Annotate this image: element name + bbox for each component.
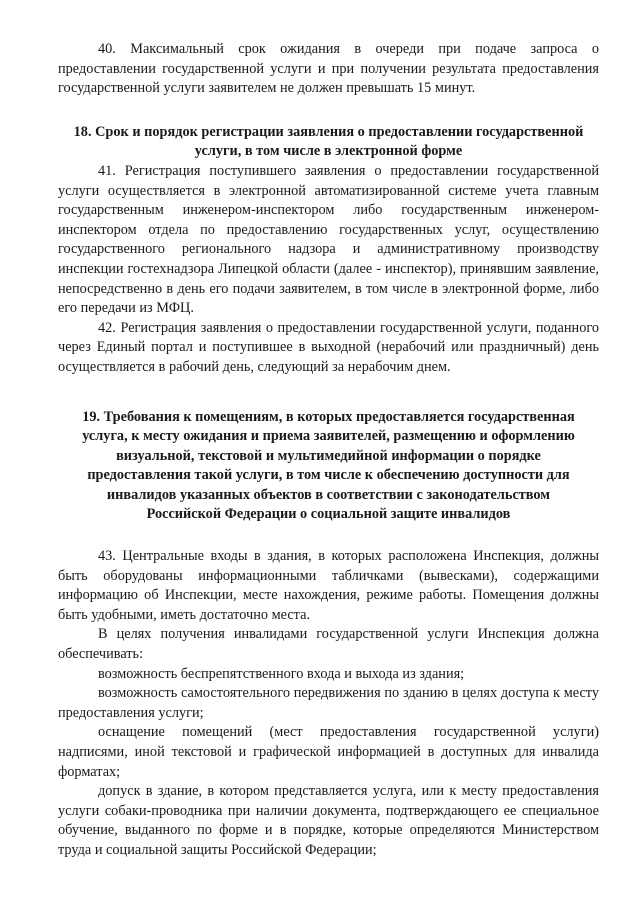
list-item: возможность беспрепятственного входа и выхода из здания; [98,665,465,682]
section-19-heading: 19. Требования к помещениям, в которых предоставляется государственная услуга, к месту ожидания и приема заявителей, размещению и оформлению визуальной, текстовой и мультимедийной информации о порядке предоставления такой услуги, в том числе к обеспечению доступности для инвалидов указанных объектов в соответствии с законодательством Российской Федерации о социальной защите инвалидов [82,408,575,523]
paragraph-43-intro: В целях получения инвалидами государственной услуги Инспекция должна обеспечивать: [58,626,599,663]
list-item: допуск в здание, в котором представляется услуга, или к месту предоставления услуги собаки-проводника при наличии документа, подтверждающего ее специальное обучение, выданного по форме и в порядке, которые определяются Министерством труда и социальной защиты Российской Федерации; [58,783,599,858]
paragraph-42: 42. Регистрация заявления о предоставлении государственной услуги, поданного через Единый портал и поступившее в выходной (нерабочий или праздничный) день осуществляется в рабочий день, следующий за нерабочим днем. [58,319,599,375]
document-page [58,40,599,861]
list-item: возможность самостоятельного передвижения по зданию в целях доступа к месту предоставления услуги; [58,685,599,721]
paragraph-43: 43. Центральные входы в здания, в которых расположена Инспекция, должны быть оборудованы информационными табличками (вывесками), содержащими информацию об Инспекции, месте нахождения, режиме работы. Помещения должны быть удобными, иметь достаточно места. [58,548,599,623]
section-18-heading: 18. Срок и порядок регистрации заявления о предоставлении государственной услуги, в том числе в электронной форме [73,123,584,160]
paragraph-40: 40. Максимальный срок ожидания в очереди при подаче запроса о предоставлении государственной услуги и при получении результата предоставления государственной услуги заявителем не должен превышать 15 минут. [58,41,599,97]
paragraph-41: 41. Регистрация поступившего заявления о предоставлении государственной услуги осуществляется в электронной автоматизированной системе учета главным государственным инженером-инспектором либо государственным инженером-инспектором отдела по предоставлению государственных услуг, осуществлению государственного регионального надзора и административному производству инспекции гостехнадзора Липецкой области (далее - инспектор), принявшим заявление, непосредственно в день его подачи заявителем, в том числе в электронной форме, либо его передачи из МФЦ. [58,162,599,317]
list-item: оснащение помещений (мест предоставления государственной услуги) надписями, иной текстовой и графической информацией в доступных для инвалида форматах; [58,724,599,780]
